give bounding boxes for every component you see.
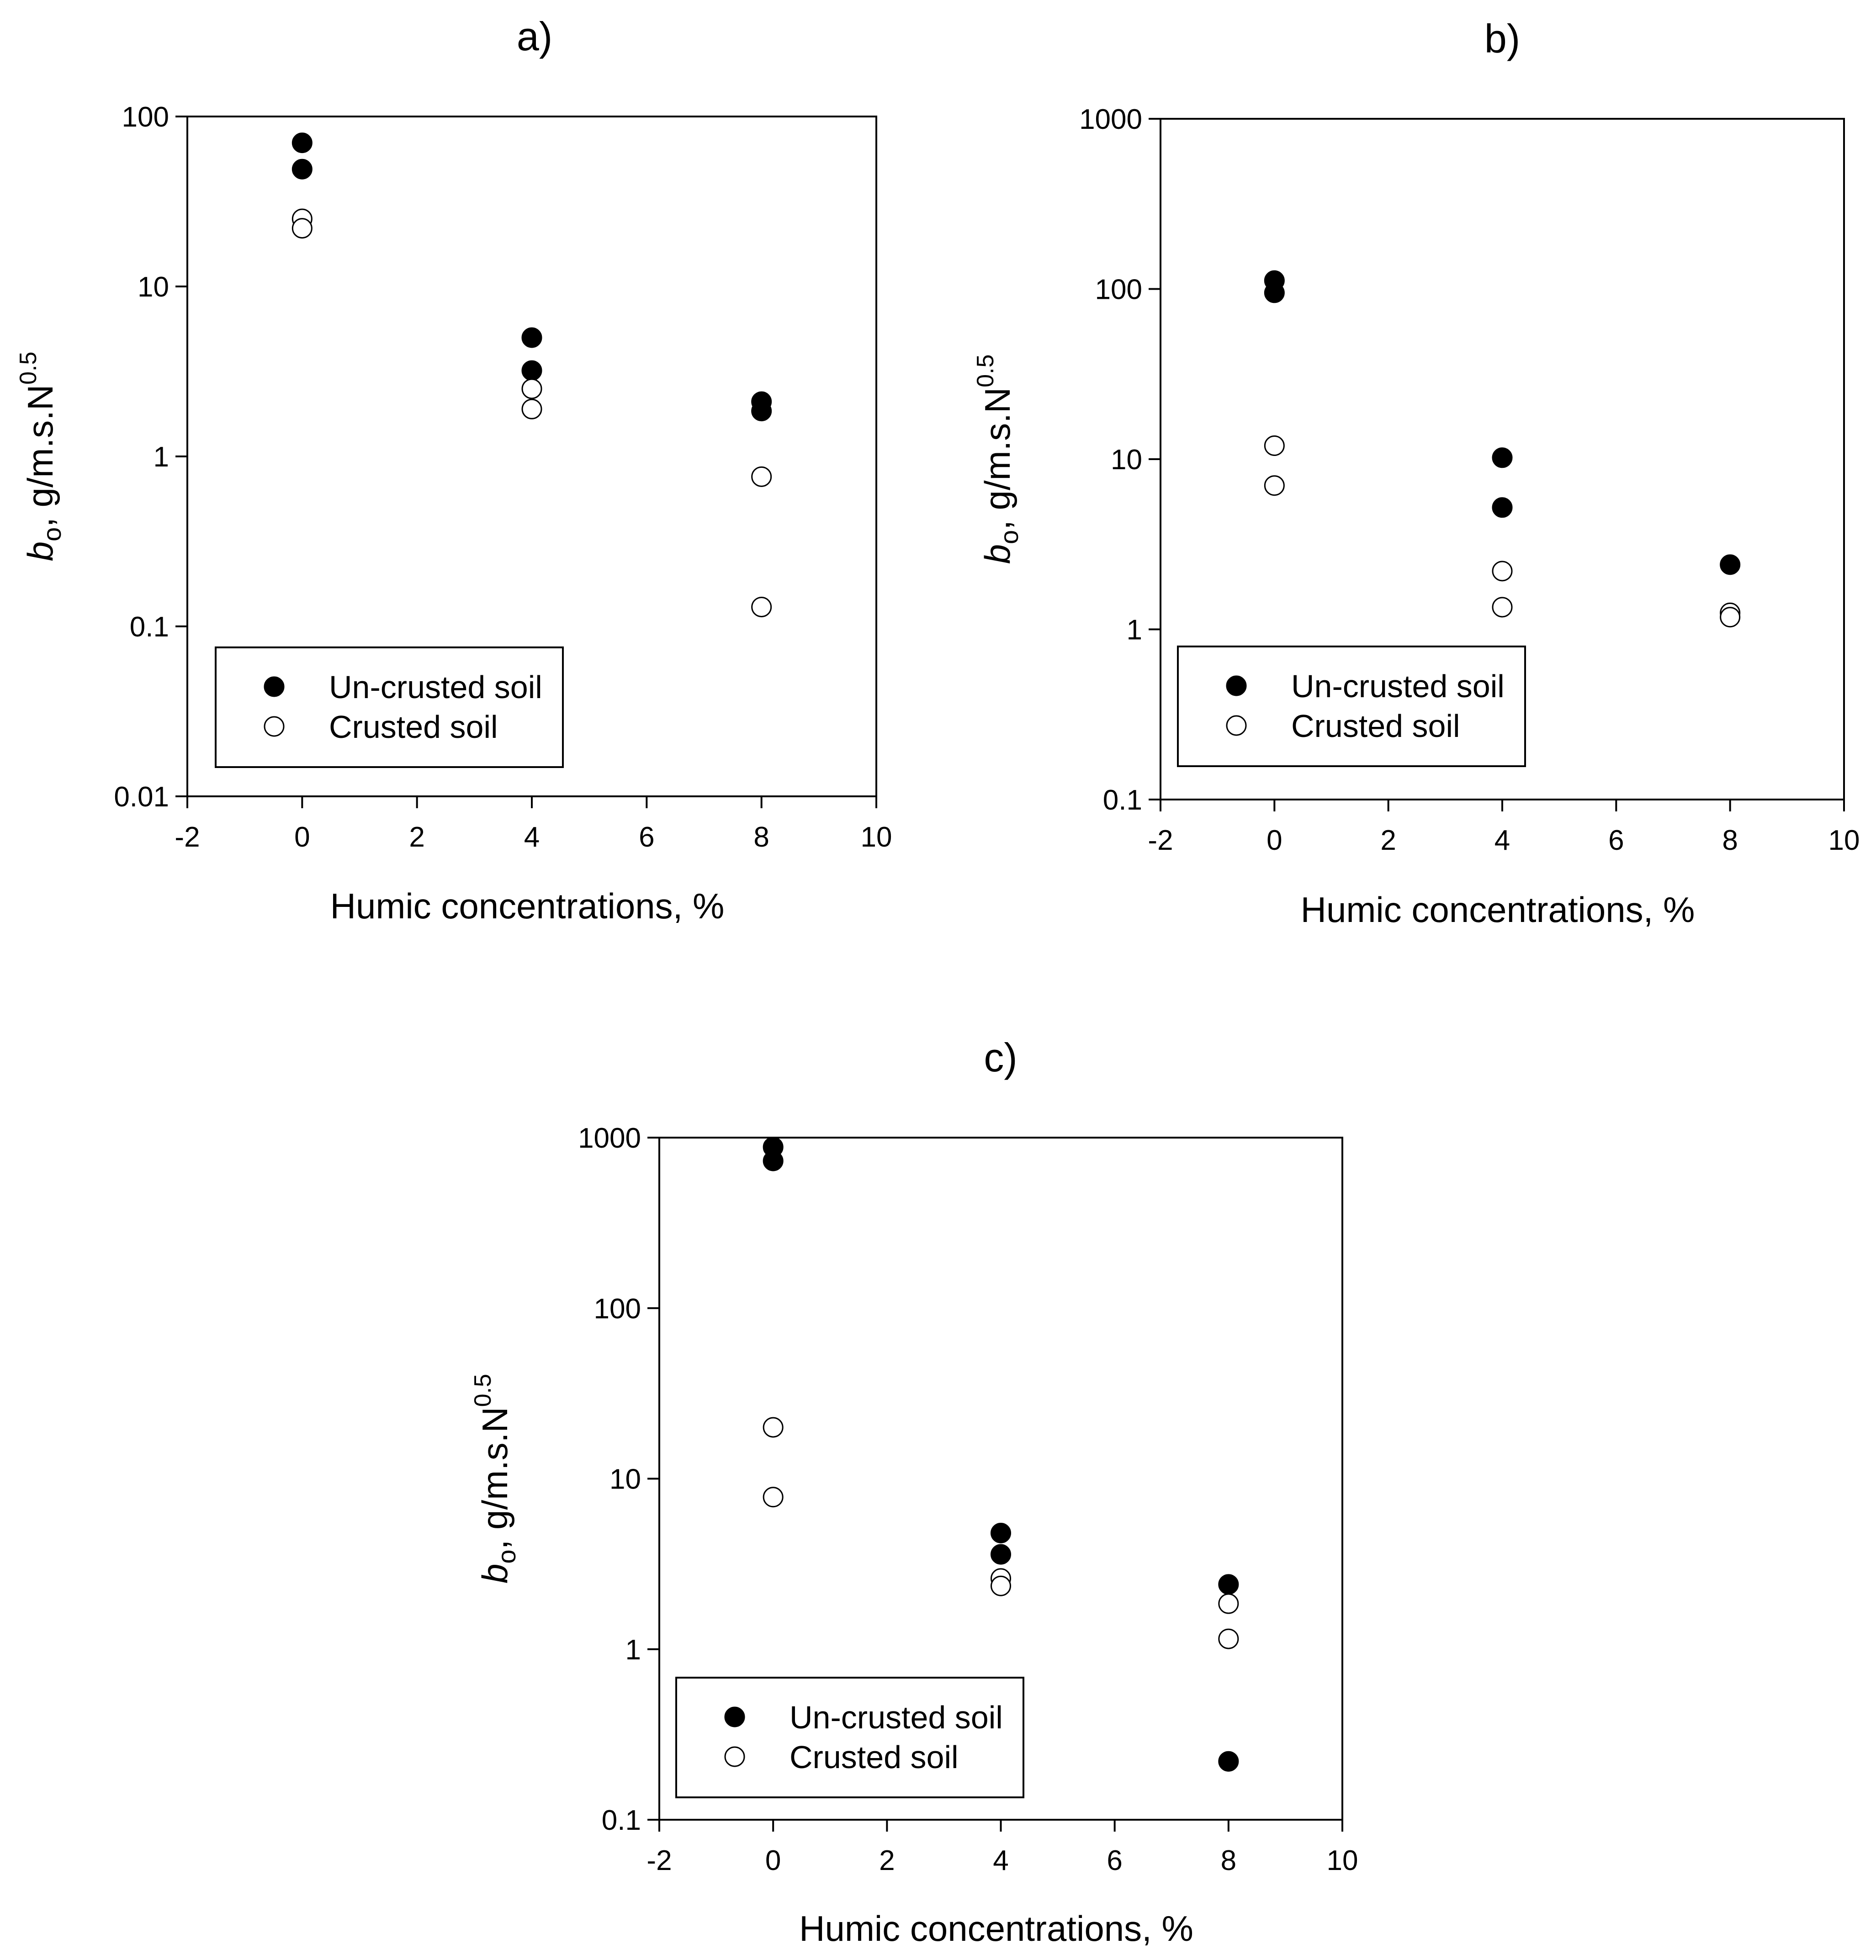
legend-marker [265, 717, 284, 736]
legend-marker [1227, 716, 1246, 735]
chart-panel-3 [470, 1035, 1358, 1949]
data-point-crusted [1219, 1594, 1238, 1613]
data-point-uncrusted [991, 1523, 1011, 1542]
data-point-crusted [763, 1418, 783, 1437]
data-point-crusted [1721, 608, 1740, 627]
x-tick-label: 4 [524, 821, 540, 853]
legend-marker [265, 677, 284, 696]
y-tick-label: 10 [609, 1463, 641, 1495]
x-tick-label: 4 [993, 1845, 1009, 1876]
y-tick-label: 0.1 [1102, 784, 1142, 816]
data-point-uncrusted [522, 361, 541, 380]
data-point-crusted [292, 219, 312, 238]
y-tick-label: 0.01 [114, 781, 169, 813]
y-axis-title-base: b [475, 1563, 515, 1584]
y-axis-title-superscript: 0.5 [470, 1374, 496, 1407]
data-point-uncrusted [763, 1151, 783, 1171]
y-tick-label: 1 [625, 1634, 641, 1666]
legend-label: Crusted soil [790, 1739, 959, 1775]
legend-label: Un-crusted soil [329, 669, 542, 705]
y-axis-title-units: , g/m.s.N [475, 1407, 515, 1550]
x-tick-label: 4 [1494, 825, 1510, 856]
y-axis-title-subscript: o [995, 530, 1023, 545]
y-axis-title [972, 355, 1023, 564]
legend-marker [1227, 676, 1246, 695]
x-axis-title: Humic concentrations, % [1300, 890, 1695, 930]
y-tick-label: 1000 [578, 1123, 641, 1154]
legend-marker [725, 1747, 744, 1766]
legend-box [1178, 646, 1525, 766]
data-point-crusted [763, 1488, 783, 1507]
panel-title: b) [1484, 16, 1521, 61]
y-axis-title-subscript: o [492, 1549, 521, 1564]
y-axis-title-subscript: o [37, 527, 66, 542]
data-point-uncrusted [1493, 448, 1512, 467]
x-axis-title: Humic concentrations, % [330, 886, 725, 926]
legend-label: Un-crusted soil [1291, 668, 1505, 704]
y-tick-label: 0.1 [129, 611, 169, 643]
data-point-uncrusted [1219, 1752, 1238, 1771]
data-point-uncrusted [752, 402, 771, 421]
x-tick-label: 2 [409, 821, 425, 853]
y-axis-title-superscript: 0.5 [15, 351, 42, 385]
chart-panel-1 [15, 14, 892, 926]
y-tick-label: 1000 [1079, 104, 1142, 135]
y-tick-label: 1 [153, 441, 169, 473]
legend-label: Crusted soil [1291, 708, 1460, 744]
data-point-uncrusted [292, 159, 312, 179]
chart-panel-2 [972, 16, 1860, 930]
data-point-crusted [1493, 562, 1512, 581]
data-point-uncrusted [292, 133, 312, 153]
x-tick-label: 2 [879, 1845, 895, 1876]
data-point-crusted [1265, 476, 1284, 495]
legend-marker [725, 1707, 744, 1727]
data-point-crusted [991, 1576, 1011, 1595]
x-tick-label: -2 [175, 821, 200, 853]
x-tick-label: -2 [1148, 825, 1173, 856]
data-point-uncrusted [1265, 283, 1284, 302]
panel-title: c) [984, 1035, 1017, 1080]
x-tick-label: 0 [294, 821, 310, 853]
legend-box [676, 1678, 1023, 1797]
data-point-crusted [1493, 598, 1512, 617]
x-tick-label: 6 [1107, 1845, 1123, 1876]
data-point-crusted [1219, 1629, 1238, 1648]
x-tick-label: 10 [1828, 825, 1860, 856]
y-axis-title-units: , g/m.s.N [20, 384, 60, 527]
data-point-uncrusted [522, 328, 541, 347]
x-tick-label: 8 [753, 821, 769, 853]
y-axis-title-units: , g/m.s.N [977, 387, 1017, 530]
y-tick-label: 1 [1126, 614, 1142, 646]
y-axis-title-base: b [20, 541, 60, 562]
y-tick-label: 0.1 [601, 1805, 641, 1836]
x-tick-label: 10 [1326, 1845, 1358, 1876]
data-point-crusted [1265, 436, 1284, 456]
y-axis-title [15, 352, 66, 562]
data-point-uncrusted [991, 1545, 1011, 1564]
legend [216, 647, 563, 767]
y-tick-label: 100 [1095, 274, 1142, 306]
x-tick-label: 2 [1380, 825, 1396, 856]
x-tick-label: 6 [639, 821, 655, 853]
x-tick-label: -2 [647, 1845, 672, 1876]
legend-label: Un-crusted soil [790, 1700, 1003, 1735]
y-tick-label: 10 [138, 271, 169, 303]
data-point-uncrusted [1493, 498, 1512, 517]
legend-box [216, 647, 563, 767]
data-point-crusted [752, 598, 771, 617]
panel-title: a) [516, 14, 553, 59]
legend-label: Crusted soil [329, 709, 498, 745]
y-tick-label: 100 [594, 1293, 641, 1325]
data-point-crusted [522, 399, 541, 418]
x-tick-label: 0 [765, 1845, 781, 1876]
x-tick-label: 10 [860, 821, 892, 853]
x-tick-label: 0 [1267, 825, 1282, 856]
y-tick-label: 10 [1111, 444, 1142, 476]
legend [676, 1678, 1023, 1797]
x-tick-label: 8 [1722, 825, 1738, 856]
data-point-uncrusted [1219, 1575, 1238, 1594]
data-point-uncrusted [1721, 555, 1740, 574]
legend [1178, 646, 1525, 766]
data-point-crusted [752, 467, 771, 486]
x-tick-label: 8 [1220, 1845, 1237, 1876]
x-tick-label: 6 [1608, 825, 1624, 856]
y-axis-title-base: b [977, 544, 1017, 564]
x-axis-title: Humic concentrations, % [799, 1908, 1193, 1949]
y-tick-label: 100 [122, 101, 169, 133]
y-axis-title-superscript: 0.5 [972, 354, 999, 387]
data-point-crusted [522, 379, 541, 398]
y-axis-title [470, 1374, 521, 1584]
